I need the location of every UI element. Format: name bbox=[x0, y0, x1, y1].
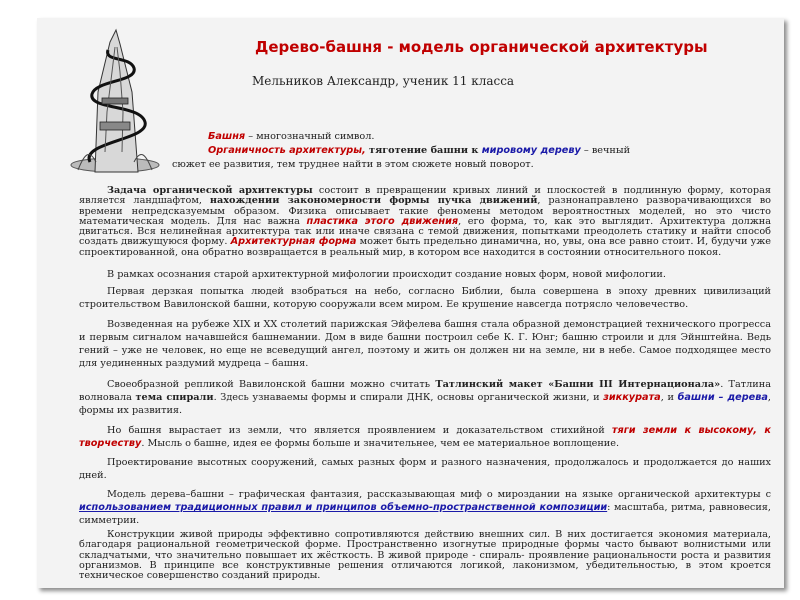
paragraph-tatlin bbox=[79, 378, 771, 417]
text-bold: Задача органической архитектуры bbox=[107, 185, 313, 196]
text: может быть предельно динамична, но, увы, она все равно стоит. И, будучи уже спроектированной, она обратно возвращается в реальный мир, в котором все находится в состоянии относительного покоя. bbox=[79, 236, 772, 258]
term-earth-pull: тяги земли к высокому, к творчеству bbox=[79, 425, 771, 449]
text-bold: нахождении закономерности формы пучка движений bbox=[209, 195, 538, 207]
text: , разнонаправлено разворачивающихся во времени непредсказуемым образом. Физика описывает такие феномены методом вероятностных моделей, но это чисто математическая модель. Для нас важна bbox=[79, 195, 771, 227]
term-world-tree: мировому дереву bbox=[481, 145, 581, 156]
intro-line-2 bbox=[208, 144, 770, 157]
text: Первая дерзкая попытка людей взобраться на небо, согласно Библии, была совершена в эпоху древних цивилизаций строительством Вавилонской башни, которую сооружали всем миром. Ее крушение навсегда потрясло человечество. bbox=[79, 286, 771, 310]
text: Проектирование высотных сооружений, самых разных форм и разного назначения, продолжалось и продолжается до наших дней. bbox=[79, 457, 771, 481]
term-tower: Башня bbox=[208, 131, 246, 142]
paragraph-mythology bbox=[79, 268, 771, 281]
text: . Татлина волновала bbox=[79, 379, 771, 403]
term-tower-tree: башни – дерева bbox=[677, 392, 768, 403]
intro-text: – многозначный символ. bbox=[245, 131, 375, 142]
author-line: Мельников Александр, ученик 11 класса bbox=[252, 74, 515, 88]
paragraph-highrise bbox=[79, 456, 771, 482]
term-organic: Органичность архитектуры, bbox=[208, 145, 366, 156]
paragraph-model bbox=[79, 488, 771, 527]
term-composition: использованием традиционных правил и принципов объемно-пространственной композиции bbox=[79, 502, 608, 513]
spiral-tower-drawing bbox=[60, 22, 170, 174]
text: , и bbox=[660, 392, 678, 403]
intro-line-1 bbox=[208, 130, 768, 143]
text: Модель дерева–башни – графическая фантазия, рассказывающая миф о мироздании на языке органической архитектуры с bbox=[107, 489, 771, 500]
paragraph-task bbox=[79, 186, 771, 258]
text: Конструкции живой природы эффективно сопротивляются действию внешних сил. В них достигается экономия материала, благодаря рациональной геометрической форме. Пространственно изогнутые природные формы часто бывают волнистыми или складчатыми, что значительно повышает их жёсткость. В живой природе - спираль- проявление рациональности роста и развития организмов. В принципе все конструктивные решения отличаются логикой, лаконизмом, убедительностью, в этом кроется техническое совершенство созданий природы. bbox=[79, 529, 771, 582]
intro-text: – вечный bbox=[580, 145, 631, 156]
text: . Здесь узнаваемы формы и спирали ДНК, основы органической жизни, и bbox=[213, 392, 604, 403]
term-arch-form: Архитектурная форма bbox=[230, 236, 357, 248]
text: Своеобразной репликой Вавилонской башни можно считать bbox=[107, 379, 436, 390]
text: , формы их развития. bbox=[79, 392, 772, 416]
text: , его форма, то, как это выглядит. Архитектура должна двигаться. Вся нелинейная архитектура так или иначе связана с темой движения, попытками преодолеть статику и найти способ создать движущуюся форму. bbox=[79, 215, 771, 248]
text-bold: тема спирали bbox=[135, 392, 214, 403]
paragraph-eiffel bbox=[79, 318, 771, 370]
text: . Мысль о башне, идея ее формы больше и значительнее, чем ее материальное воплощение. bbox=[141, 438, 620, 449]
term-plastic: пластика этого движения bbox=[306, 215, 459, 227]
page-title: Дерево-башня - модель органической архитектуры bbox=[255, 38, 708, 56]
intro-text: тяготение башни к bbox=[365, 145, 482, 156]
paragraph-nature bbox=[79, 530, 771, 581]
text-bold: Татлинский макет «Башни III Интернационала» bbox=[435, 379, 721, 390]
text: состоит в превращении кривых линий и плоскостей в подлинную форму, которая является ландшафтом, bbox=[79, 185, 771, 207]
intro-line-3: сюжет ее развития, тем труднее найти в этом сюжете новый поворот. bbox=[172, 159, 534, 170]
text: : масштаба, ритма, равновесия, симметрии. bbox=[79, 502, 771, 526]
text: В рамках осознания старой архитектурной мифологии происходит создание новых форм, новой мифологии. bbox=[107, 269, 666, 280]
text: Возведенная на рубеже XIX и XX столетий парижская Эйфелева башня стала образной демонстрацией технического прогресса и первым сигналом начавшейся башнемании. Дом в виде башни построил себе К. Г. Юнг; башню строили и для Эйнштейна. Ведь гений – уже не человек, но еще не всеведущий ангел, поэтому и жить он должен ни на земле, ни в небе. Самое подходящее место для уединенных раздумий мудреца – башня. bbox=[79, 319, 771, 369]
text: Но башня вырастает из земли, что является проявлением и доказательством стихийной bbox=[107, 425, 612, 436]
paragraph-earth bbox=[79, 424, 771, 450]
paragraph-babel bbox=[79, 285, 771, 311]
term-ziggurat: зиккурата bbox=[603, 392, 661, 403]
